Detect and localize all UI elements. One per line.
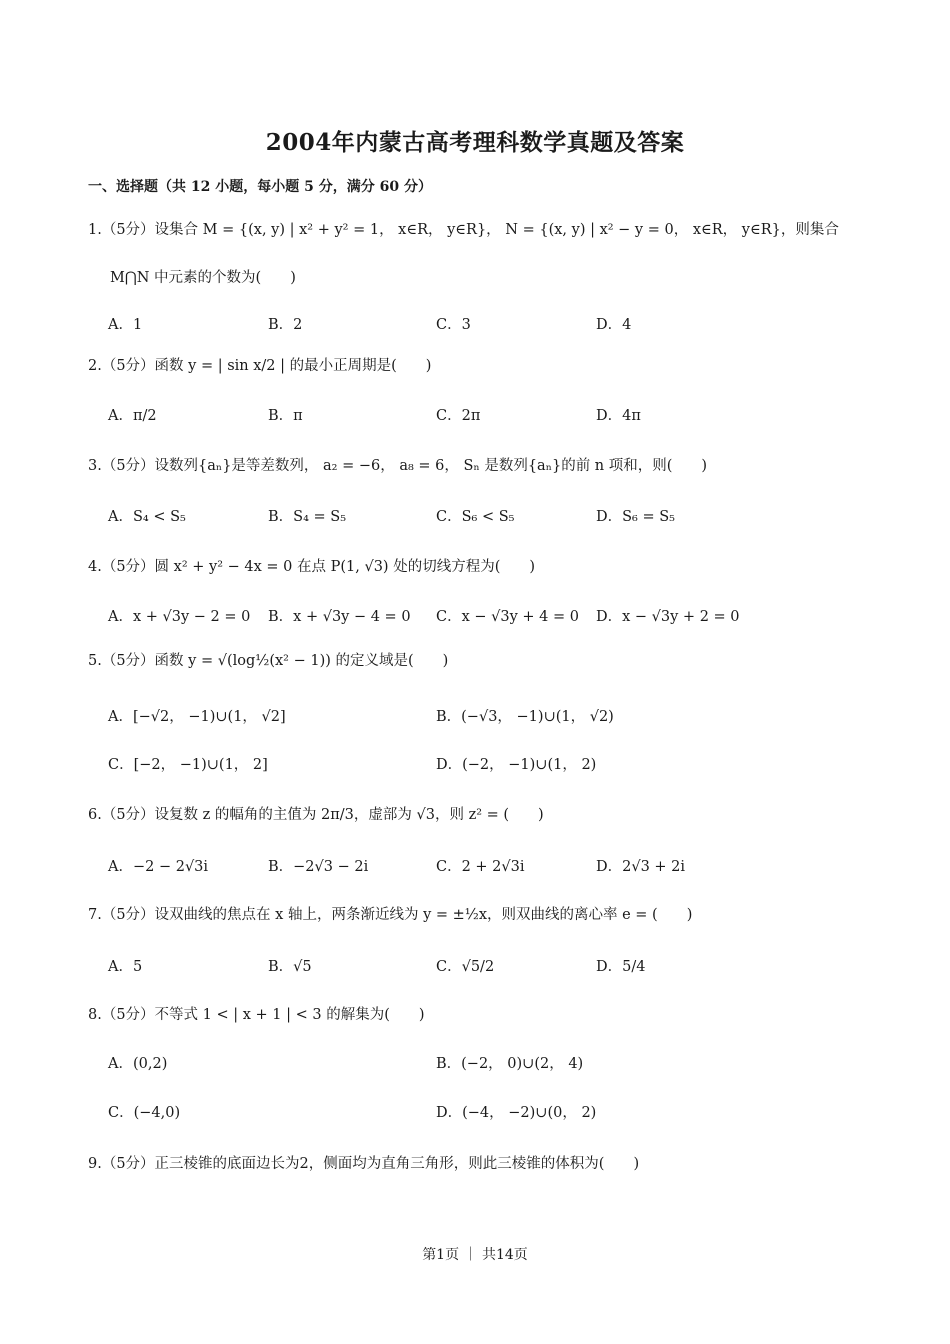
question-2-option-a: A．π/2 — [108, 408, 157, 424]
question-1-option-d: D．4 — [596, 317, 632, 333]
question-7-option-b: B．√5 — [268, 959, 312, 975]
question-2-text: 2.（5分）函数 y = | sin x/2 | 的最小正周期是( ) — [88, 358, 432, 374]
question-3-option-d: D．S₆ = S₅ — [596, 509, 675, 525]
question-6-option-b: B．−2√3 − 2i — [268, 859, 369, 875]
question-3-option-a: A．S₄ < S₅ — [108, 509, 186, 525]
question-5-option-c: C．[−2， −1)∪(1， 2] — [108, 757, 268, 773]
question-6-option-a: A．−2 − 2√3i — [108, 859, 209, 875]
question-9-text: 9.（5分）正三棱锥的底面边长为2，侧面均为直角三角形，则此三棱锥的体积为( ) — [88, 1156, 640, 1172]
question-5-text: 5.（5分）函数 y = √(log½(x² − 1)) 的定义域是( ) — [88, 653, 449, 669]
question-7-option-d: D．5/4 — [596, 959, 646, 975]
question-8-option-c: C．(−4,0) — [108, 1105, 181, 1121]
question-7-text: 7.（5分）设双曲线的焦点在 x 轴上，两条渐近线为 y = ±½x，则双曲线的离心率 e = ( ) — [88, 907, 693, 923]
question-4-option-a: A．x + √3y − 2 = 0 — [108, 609, 251, 625]
question-5-option-d: D．(−2， −1)∪(1， 2) — [436, 757, 597, 773]
question-8-text: 8.（5分）不等式 1 < | x + 1 | < 3 的解集为( ) — [88, 1007, 425, 1023]
question-5-option-a: A．[−√2， −1)∪(1， √2] — [108, 709, 286, 725]
question-6-option-d: D．2√3 + 2i — [596, 859, 686, 875]
question-2-option-d: D．4π — [596, 408, 641, 424]
question-1-option-b: B．2 — [268, 317, 303, 333]
question-7-option-c: C．√5/2 — [436, 959, 495, 975]
question-1-text-cont: M⋂N 中元素的个数为( ) — [110, 270, 296, 286]
question-7-option-a: A．5 — [108, 959, 143, 975]
question-5-option-b: B．(−√3， −1)∪(1， √2) — [436, 709, 614, 725]
question-8-option-d: D．(−4， −2)∪(0， 2) — [436, 1105, 597, 1121]
question-4-text: 4.（5分）圆 x² + y² − 4x = 0 在点 P(1, √3) 处的切线方程为( ) — [88, 559, 536, 575]
question-1-option-a: A．1 — [108, 317, 143, 333]
question-4-option-c: C．x − √3y + 4 = 0 — [436, 609, 579, 625]
question-2-option-c: C．2π — [436, 408, 481, 424]
question-6-option-c: C．2 + 2√3i — [436, 859, 525, 875]
question-3-text: 3.（5分）设数列{aₙ}是等差数列， a₂ = −6， a₈ = 6， Sₙ 是数列{aₙ}的前 n 项和，则( ) — [88, 458, 708, 474]
question-3-option-b: B．S₄ = S₅ — [268, 509, 347, 525]
question-8-option-a: A．(0,2) — [108, 1056, 168, 1072]
question-2-option-b: B．π — [268, 408, 303, 424]
page-title: 2004年内蒙古高考理科数学真题及答案 — [265, 129, 685, 156]
page-footer: 第1页 ｜ 共14页 — [422, 1247, 528, 1263]
question-3-option-c: C．S₆ < S₅ — [436, 509, 515, 525]
section-heading: 一、选择题（共 12 小题，每小题 5 分，满分 60 分） — [88, 179, 432, 195]
question-8-option-b: B．(−2， 0)∪(2， 4) — [436, 1056, 584, 1072]
question-4-option-d: D．x − √3y + 2 = 0 — [596, 609, 740, 625]
question-4-option-b: B．x + √3y − 4 = 0 — [268, 609, 411, 625]
question-1-option-c: C．3 — [436, 317, 471, 333]
question-1-text: 1.（5分）设集合 M = {(x, y) | x² + y² = 1， x∈R， y∈R}， N = {(x, y) | x² − y = 0， x∈R， y∈R}，则集合 — [88, 222, 839, 238]
question-6-text: 6.（5分）设复数 z 的幅角的主值为 2π/3，虚部为 √3，则 z² = ( ) — [88, 807, 544, 823]
